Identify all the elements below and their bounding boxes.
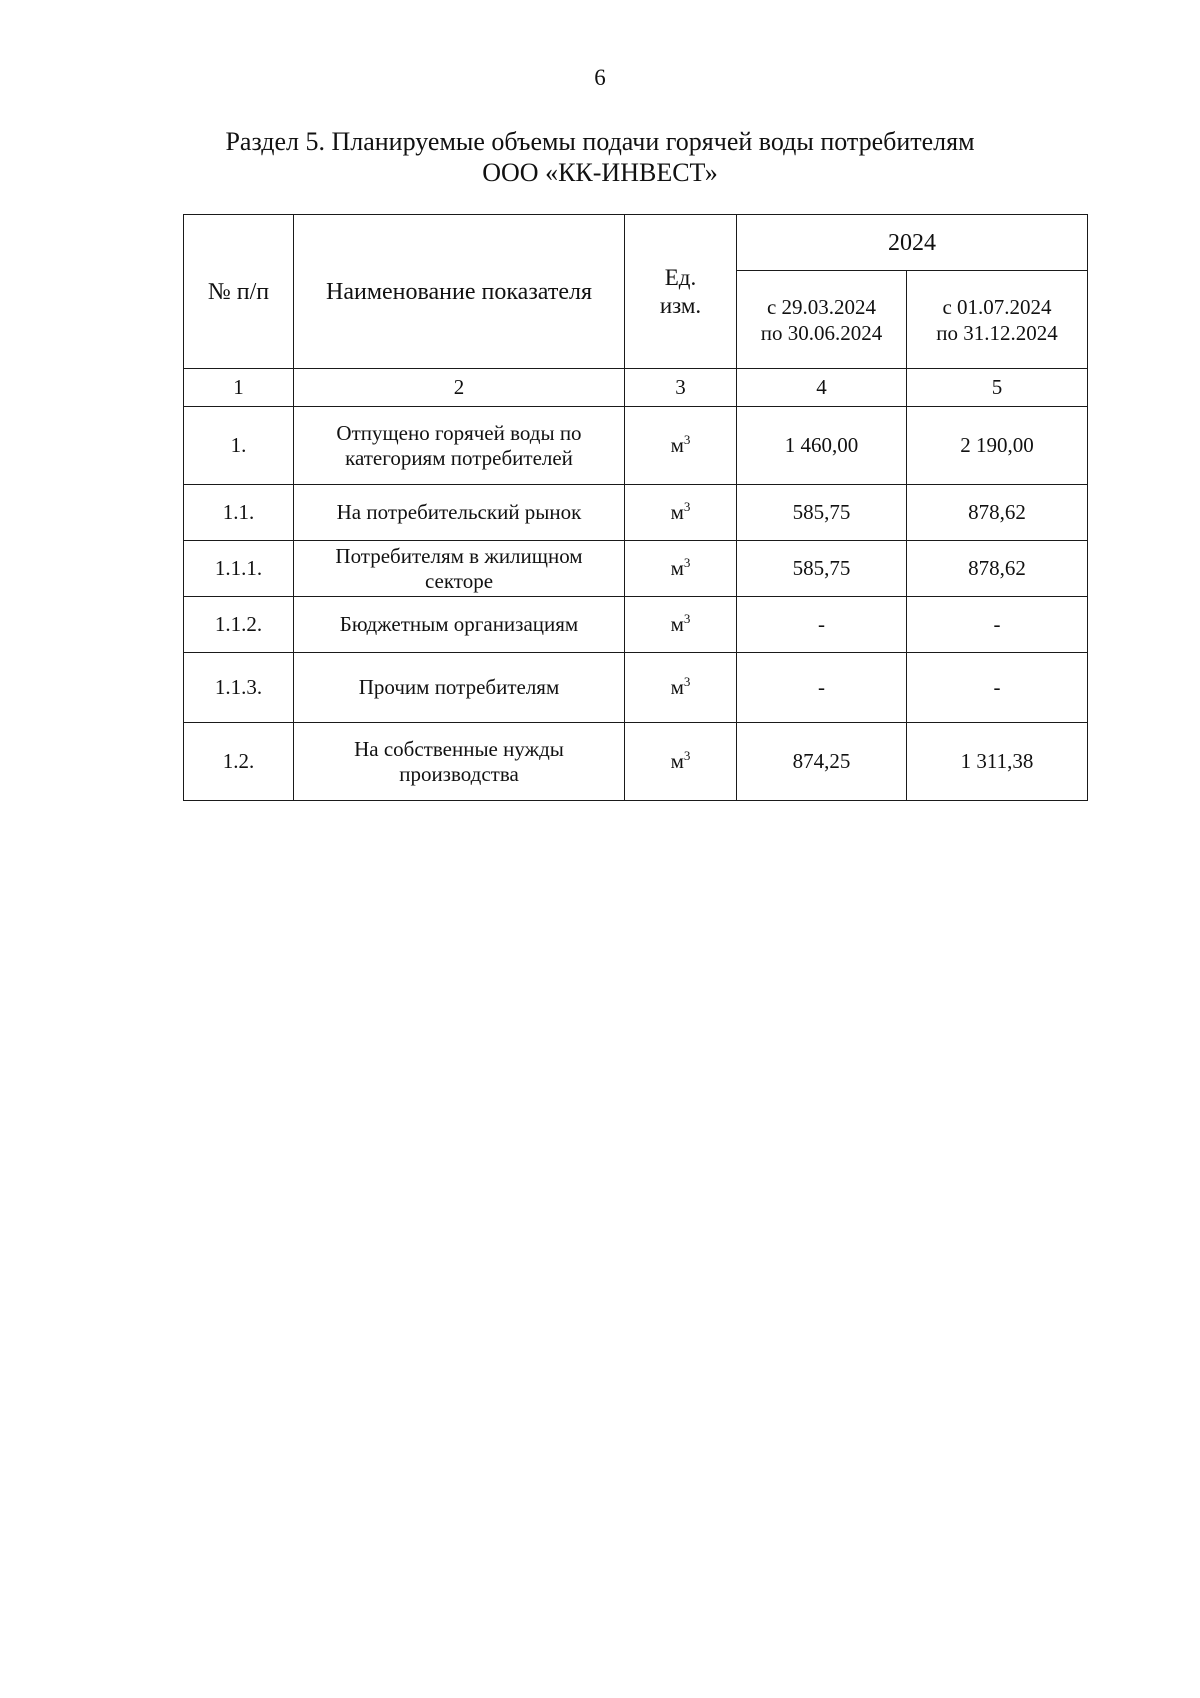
row-unit bbox=[625, 541, 737, 597]
row-name bbox=[294, 653, 625, 723]
header-period-2 bbox=[907, 271, 1088, 369]
unit-superscript: 3 bbox=[683, 555, 691, 570]
row-value-period-1: 585,75 bbox=[737, 541, 907, 597]
row-num: 1. bbox=[184, 407, 294, 485]
row-unit bbox=[625, 723, 737, 801]
table-row bbox=[184, 541, 1088, 597]
row-value-period-1: 585,75 bbox=[737, 485, 907, 541]
table-row bbox=[184, 407, 1088, 485]
row-name bbox=[294, 723, 625, 801]
unit-base: м bbox=[670, 675, 684, 699]
row-name-line-1: Потребителям в жилищном bbox=[335, 543, 583, 568]
row-unit bbox=[625, 485, 737, 541]
row-value-period-1: 874,25 bbox=[737, 723, 907, 801]
row-unit bbox=[625, 597, 737, 653]
column-number: 3 bbox=[625, 369, 737, 407]
unit-base: м bbox=[670, 500, 684, 524]
hot-water-supply-table bbox=[183, 214, 1088, 801]
header-unit bbox=[625, 215, 737, 369]
unit-superscript: 3 bbox=[683, 674, 691, 689]
header-num: № п/п bbox=[184, 215, 294, 369]
row-value-period-2: 2 190,00 bbox=[907, 407, 1088, 485]
row-name bbox=[294, 597, 625, 653]
header-period-1-line-2: по 30.06.2024 bbox=[760, 320, 883, 345]
row-num: 1.1.3. bbox=[184, 653, 294, 723]
row-value-period-1: 1 460,00 bbox=[737, 407, 907, 485]
row-unit bbox=[625, 653, 737, 723]
section-title-line-1: Раздел 5. Планируемые объемы подачи горячей воды потребителям bbox=[225, 127, 975, 156]
row-value-period-2: - bbox=[907, 653, 1088, 723]
column-number: 5 bbox=[907, 369, 1088, 407]
row-value-period-2: 878,62 bbox=[907, 541, 1088, 597]
column-number: 1 bbox=[184, 369, 294, 407]
row-name bbox=[294, 541, 625, 597]
unit-base: м bbox=[670, 749, 684, 773]
row-name-line-1: На потребительский рынок bbox=[336, 500, 582, 524]
row-name-line-2: производства bbox=[399, 761, 519, 786]
unit-superscript: 3 bbox=[683, 432, 691, 447]
header-name: Наименование показателя bbox=[294, 215, 625, 369]
unit-superscript: 3 bbox=[683, 748, 691, 763]
row-value-period-2: 1 311,38 bbox=[907, 723, 1088, 801]
header-period-1-line-1: с 29.03.2024 bbox=[766, 294, 877, 319]
column-number: 4 bbox=[737, 369, 907, 407]
header-period-2-line-1: с 01.07.2024 bbox=[942, 294, 1052, 319]
table-row bbox=[184, 723, 1088, 801]
unit-superscript: 3 bbox=[683, 611, 691, 626]
row-value-period-2: 878,62 bbox=[907, 485, 1088, 541]
header-year: 2024 bbox=[737, 215, 1088, 271]
column-number-row bbox=[184, 369, 1088, 407]
row-name-line-2: секторе bbox=[424, 568, 494, 593]
unit-base: м bbox=[670, 433, 684, 457]
header-period-2-line-2: по 31.12.2024 bbox=[936, 320, 1058, 345]
row-value-period-1: - bbox=[737, 653, 907, 723]
row-value-period-2: - bbox=[907, 597, 1088, 653]
header-row-1 bbox=[184, 215, 1088, 271]
row-num: 1.1. bbox=[184, 485, 294, 541]
row-name bbox=[294, 485, 625, 541]
row-num: 1.1.2. bbox=[184, 597, 294, 653]
section-title bbox=[0, 126, 1200, 188]
row-num: 1.2. bbox=[184, 723, 294, 801]
row-name-line-1: Прочим потребителям bbox=[358, 675, 560, 699]
table-row bbox=[184, 597, 1088, 653]
unit-base: м bbox=[670, 612, 684, 636]
table-row bbox=[184, 485, 1088, 541]
row-name-line-1: Бюджетным организациям bbox=[339, 612, 579, 636]
row-name-line-1: Отпущено горячей воды по bbox=[336, 420, 582, 445]
unit-base: м bbox=[670, 556, 684, 580]
page-number: 6 bbox=[594, 65, 606, 90]
table-row bbox=[184, 653, 1088, 723]
header-unit-line-1: Ед. bbox=[664, 264, 697, 290]
row-unit bbox=[625, 407, 737, 485]
unit-superscript: 3 bbox=[683, 499, 691, 514]
row-num: 1.1.1. bbox=[184, 541, 294, 597]
section-title-line-2: ООО «КК-ИНВЕСТ» bbox=[482, 158, 718, 187]
row-name bbox=[294, 407, 625, 485]
header-period-1 bbox=[737, 271, 907, 369]
row-value-period-1: - bbox=[737, 597, 907, 653]
row-name-line-1: На собственные нужды bbox=[354, 736, 564, 761]
row-name-line-2: категориям потребителей bbox=[345, 445, 573, 470]
column-number: 2 bbox=[294, 369, 625, 407]
header-unit-line-2: изм. bbox=[659, 292, 702, 318]
